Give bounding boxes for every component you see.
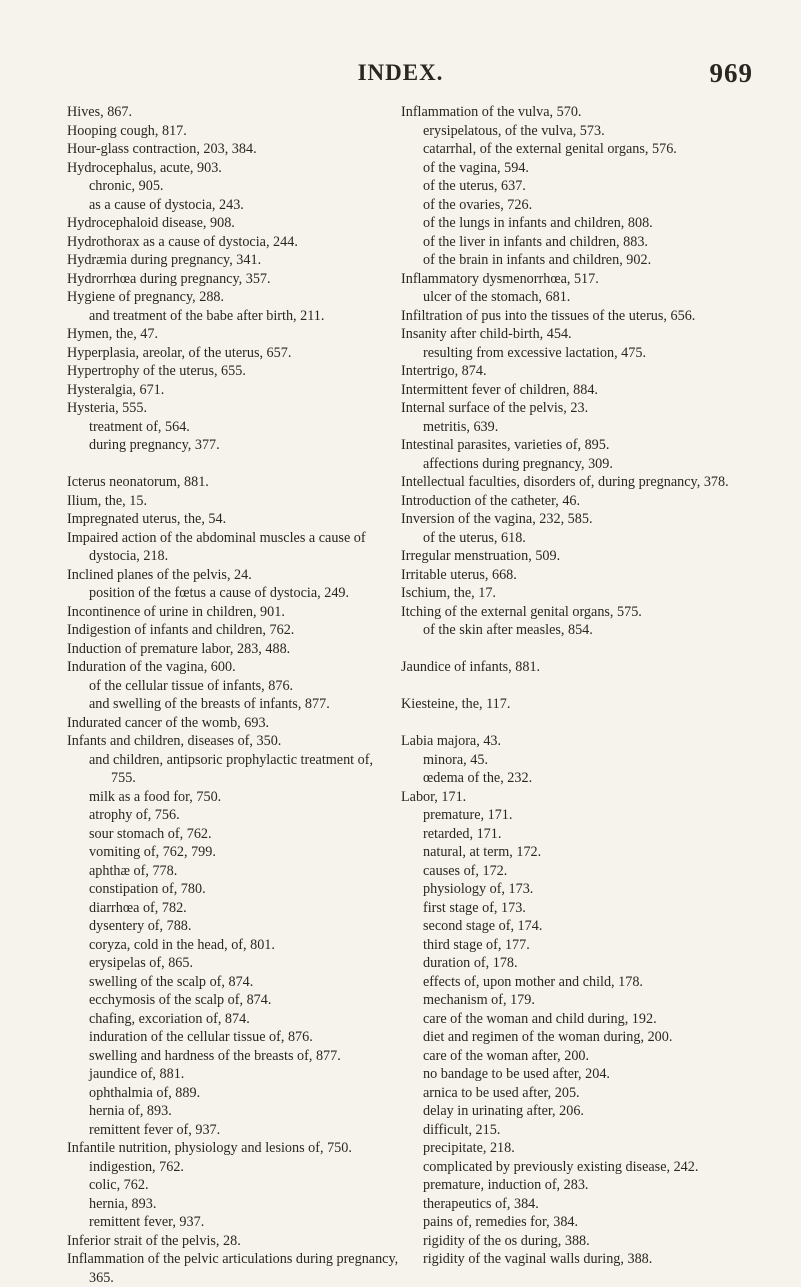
index-subentry: and swelling of the breasts of infants, 877. — [89, 696, 330, 712]
index-subentry: treatment of, 564. — [89, 418, 190, 435]
index-subentry: and treatment of the babe after birth, 211. — [89, 307, 325, 324]
index-subentry: remittent fever of, 937. — [89, 1121, 221, 1138]
index-entry: Inflammation of the pelvic articulations during pregnancy, 365. — [67, 1251, 399, 1286]
index-entry: Ilium, the, 15. — [67, 492, 147, 509]
index-entry: Hyperplasia, areolar, of the uterus, 657. — [67, 344, 292, 361]
index-subentry: position of the fœtus a cause of dystocia, 249. — [89, 585, 350, 601]
index-subentry: vomiting of, 762, 799. — [89, 844, 216, 860]
index-entry: Irregular menstruation, 509. — [401, 548, 561, 564]
index-subentry: care of the woman and child during, 192. — [423, 1010, 657, 1027]
index-subentry: metritis, 639. — [423, 418, 499, 435]
index-subentry: ulcer of the stomach, 681. — [423, 289, 571, 305]
index-subentry: dysentery of, 788. — [89, 918, 192, 934]
index-subentry: therapeutics of, 384. — [423, 1195, 539, 1212]
index-subentry: premature, induction of, 283. — [423, 1177, 589, 1193]
index-entry: Hydrothorax as a cause of dystocia, 244. — [67, 233, 298, 250]
index-subentry: hernia of, 893. — [89, 1103, 172, 1119]
page-title: INDEX. — [357, 60, 444, 85]
index-entry: Introduction of the catheter, 46. — [401, 492, 581, 509]
index-entry: Labor, 171. — [401, 788, 467, 805]
section-gap — [401, 677, 757, 696]
index-entry: Intellectual faculties, disorders of, during pregnancy, 378. — [401, 474, 729, 490]
index-entry: Ischium, the, 17. — [401, 585, 496, 601]
index-subentry: chronic, 905. — [89, 178, 164, 194]
index-subentry: rigidity of the os during, 388. — [423, 1232, 590, 1249]
index-subentry: third stage of, 177. — [423, 936, 530, 953]
index-entry: Incontinence of urine in children, 901. — [67, 603, 285, 620]
index-subentry: complicated by previously existing disease, 242. — [423, 1158, 699, 1175]
index-subentry: of the cellular tissue of infants, 876. — [89, 677, 294, 694]
index-entry: Hives, 867. — [67, 104, 133, 120]
index-subentry: arnica to be used after, 205. — [423, 1084, 580, 1101]
index-subentry: second stage of, 174. — [423, 918, 543, 934]
index-subentry: physiology of, 173. — [423, 881, 534, 897]
index-subentry: resulting from excessive lactation, 475. — [423, 344, 646, 361]
index-subentry: premature, 171. — [423, 807, 513, 823]
index-entry: Intertrigo, 874. — [401, 363, 487, 379]
index-column-left — [67, 103, 399, 1287]
index-column-right — [401, 103, 757, 1269]
index-entry: Intestinal parasites, varieties of, 895. — [401, 437, 610, 453]
index-entry: Internal surface of the pelvis, 23. — [401, 400, 589, 416]
index-subentry: colic, 762. — [89, 1177, 149, 1193]
index-subentry: of the vagina, 594. — [423, 159, 529, 176]
index-subentry: catarrhal, of the external genital organs, 576. — [423, 141, 677, 157]
index-entry: Infants and children, diseases of, 350. — [67, 733, 282, 749]
index-subentry: œdema of the, 232. — [423, 770, 533, 786]
index-subentry: erysipelas of, 865. — [89, 955, 194, 971]
index-subentry: hernia, 893. — [89, 1195, 157, 1212]
index-subentry: mechanism of, 179. — [423, 992, 535, 1008]
index-subentry: of the skin after measles, 854. — [423, 622, 593, 638]
index-subentry: milk as a food for, 750. — [89, 788, 222, 805]
index-subentry: difficult, 215. — [423, 1121, 501, 1138]
index-subentry: and children, antipsoric prophylactic treatment of, 755. — [89, 751, 374, 786]
index-entry: Impregnated uterus, the, 54. — [67, 511, 227, 527]
index-entry: Intermittent fever of children, 884. — [401, 381, 598, 398]
index-subentry: jaundice of, 881. — [89, 1066, 185, 1082]
index-subentry: duration of, 178. — [423, 955, 518, 971]
section-gap — [401, 714, 757, 733]
index-entry: Induration of the vagina, 600. — [67, 659, 236, 675]
index-entry: Hydræmia during pregnancy, 341. — [67, 252, 262, 268]
index-entry: Hymen, the, 47. — [67, 326, 159, 342]
index-entry: Hygiene of pregnancy, 288. — [67, 289, 225, 305]
index-subentry: of the liver in infants and children, 883. — [423, 233, 648, 250]
index-entry: Indigestion of infants and children, 762. — [67, 622, 295, 638]
index-subentry: first stage of, 173. — [423, 899, 526, 916]
index-subentry: swelling of the scalp of, 874. — [89, 973, 254, 990]
index-subentry: ecchymosis of the scalp of, 874. — [89, 992, 272, 1008]
index-subentry: during pregnancy, 377. — [89, 437, 220, 453]
index-entry: Itching of the external genital organs, 575. — [401, 603, 642, 620]
index-entry: Inversion of the vagina, 232, 585. — [401, 511, 593, 527]
index-subentry: natural, at term, 172. — [423, 844, 542, 860]
index-subentry: diet and regimen of the woman during, 200. — [423, 1029, 673, 1045]
index-subentry: chafing, excoriation of, 874. — [89, 1010, 250, 1027]
index-entry: Inflammation of the vulva, 570. — [401, 104, 582, 120]
index-entry: Labia majora, 43. — [401, 733, 502, 749]
index-subentry: rigidity of the vaginal walls during, 388. — [423, 1251, 653, 1267]
section-gap — [401, 640, 757, 659]
index-entry: Hydrocephaloid disease, 908. — [67, 215, 235, 231]
index-entry: Inflammatory dysmenorrhœa, 517. — [401, 270, 599, 287]
index-subentry: causes of, 172. — [423, 862, 508, 879]
index-subentry: pains of, remedies for, 384. — [423, 1214, 579, 1230]
index-entry: Impaired action of the abdominal muscles a cause of dystocia, 218. — [67, 529, 366, 564]
index-subentry: no bandage to be used after, 204. — [423, 1066, 610, 1082]
index-subentry: erysipelatous, of the vulva, 573. — [423, 122, 605, 139]
index-entry: Irritable uterus, 668. — [401, 566, 517, 583]
index-subentry: ophthalmia of, 889. — [89, 1084, 201, 1101]
index-subentry: coryza, cold in the head, of, 801. — [89, 936, 275, 953]
index-entry: Infantile nutrition, physiology and lesions of, 750. — [67, 1140, 352, 1156]
index-entry: Hysteria, 555. — [67, 400, 147, 416]
index-subentry: atrophy of, 756. — [89, 807, 180, 823]
index-entry: Hour-glass contraction, 203, 384. — [67, 141, 257, 157]
index-subentry: indigestion, 762. — [89, 1158, 184, 1175]
index-entry: Indurated cancer of the womb, 693. — [67, 714, 270, 731]
index-entry: Hysteralgia, 671. — [67, 381, 165, 398]
index-subentry: retarded, 171. — [423, 825, 502, 842]
index-subentry: of the ovaries, 726. — [423, 196, 533, 213]
index-subentry: precipitate, 218. — [423, 1140, 515, 1156]
index-entry: Hydrocephalus, acute, 903. — [67, 159, 222, 176]
index-entry: Hooping cough, 817. — [67, 122, 187, 139]
index-subentry: constipation of, 780. — [89, 881, 206, 897]
index-subentry: of the uterus, 637. — [423, 178, 526, 194]
index-entry: Hypertrophy of the uterus, 655. — [67, 363, 246, 379]
index-subentry: swelling and hardness of the breasts of, 877. — [89, 1047, 341, 1064]
index-subentry: delay in urinating after, 206. — [423, 1103, 584, 1119]
index-entry: Induction of premature labor, 283, 488. — [67, 640, 291, 657]
page-header — [0, 58, 801, 88]
index-entry: Jaundice of infants, 881. — [401, 659, 541, 675]
index-entry: Insanity after child-birth, 454. — [401, 326, 572, 342]
index-entry: Kiesteine, the, 117. — [401, 696, 511, 712]
index-subentry: sour stomach of, 762. — [89, 825, 212, 842]
section-gap — [67, 455, 399, 474]
index-subentry: minora, 45. — [423, 751, 489, 768]
index-entry: Inferior strait of the pelvis, 28. — [67, 1232, 241, 1249]
index-subentry: of the lungs in infants and children, 808. — [423, 215, 653, 231]
index-subentry: as a cause of dystocia, 243. — [89, 196, 244, 213]
index-subentry: aphthæ of, 778. — [89, 862, 178, 879]
index-subentry: of the brain in infants and children, 902. — [423, 252, 652, 268]
index-entry: Icterus neonatorum, 881. — [67, 474, 209, 490]
index-subentry: diarrhœa of, 782. — [89, 899, 187, 916]
index-subentry: affections during pregnancy, 309. — [423, 455, 613, 472]
index-subentry: effects of, upon mother and child, 178. — [423, 973, 643, 990]
index-entry: Inclined planes of the pelvis, 24. — [67, 566, 252, 583]
index-subentry: remittent fever, 937. — [89, 1214, 205, 1230]
page-number: 969 — [709, 58, 753, 88]
index-entry: Hydrorrhœa during pregnancy, 357. — [67, 270, 271, 287]
index-subentry: care of the woman after, 200. — [423, 1047, 590, 1064]
index-subentry: induration of the cellular tissue of, 876. — [89, 1029, 313, 1045]
index-subentry: of the uterus, 618. — [423, 529, 526, 546]
index-entry: Infiltration of pus into the tissues of the uterus, 656. — [401, 307, 696, 324]
